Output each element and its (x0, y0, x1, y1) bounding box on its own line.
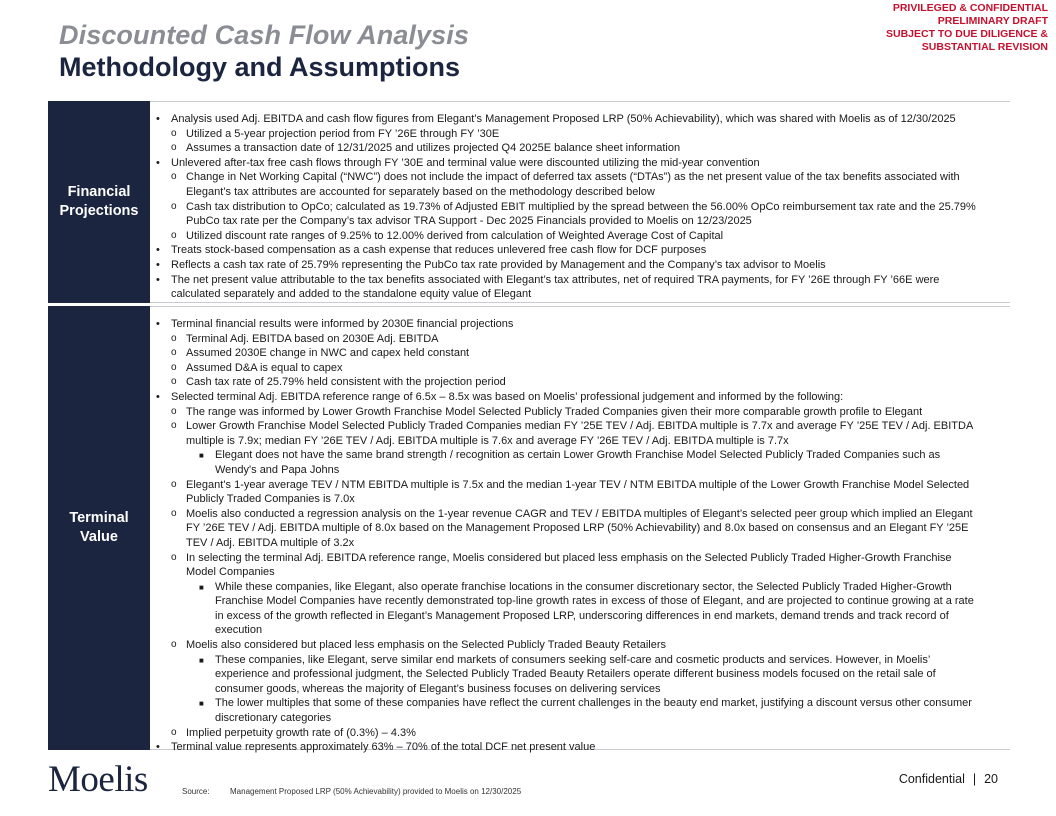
bullet-text: Assumed D&A is equal to capex (186, 361, 343, 374)
bullet-text: Publicly Traded Companies is 7.0x (186, 493, 355, 506)
bullet-line (150, 507, 1010, 522)
bullet-line (150, 346, 1010, 361)
bullet-text: Cash tax rate of 25.79% held consistent with the projection period (186, 376, 506, 389)
bullet-text: in excess of the growth reflected in Elegant’s Management Proposed LRP, underscoring differences in end markets, demand trends and track record of (215, 609, 949, 622)
bullet-marker: o (171, 171, 177, 183)
bullet-line (150, 273, 1010, 288)
bullet-line (150, 375, 1010, 390)
bullet-text: Implied perpetuity growth rate of (0.3%) – 4.3% (186, 726, 416, 739)
bullet-text: Terminal value represents approximately 63% – 70% of the total DCF net present value (171, 741, 596, 754)
source-note (182, 787, 521, 796)
bullet-list (150, 112, 1010, 302)
bullet-text: Terminal Adj. EBITDA based on 2030E Adj. EBITDA (186, 332, 439, 345)
bullet-text: multiple is 7.9x; median FY ’26E TEV / Adj. EBITDA multiple is 7.6x and average FY ’26E TEV / Adj. EBITDA multiple is 7.7x (186, 434, 789, 447)
bullet-line (150, 594, 1010, 609)
bullet-line (150, 623, 1010, 638)
bullet-marker: o (171, 405, 177, 417)
confidential-label: Confidential (898, 772, 965, 786)
bullet-text: Moelis also conducted a regression analysis on the 1-year revenue CAGR and TEV / EBITDA multiples of Elegant’s selected peer group which implied an Elegant (186, 507, 973, 520)
bullet-marker: ■ (199, 451, 204, 461)
bullet-text: The lower multiples that some of these companies have reflect the current challenges in the beauty end market, justifying a discount versus other consumer (215, 697, 972, 710)
bullet-marker: ■ (199, 655, 204, 665)
bullet-marker: • (156, 156, 160, 169)
bullet-marker: • (156, 113, 160, 125)
bullet-marker: • (156, 273, 160, 286)
bullet-text: Lower Growth Franchise Model Selected Publicly Traded Companies median FY ’25E TEV / Adj. EBITDA multiple is 7.7x and average FY ’25E TEV / Adj. EBITDA (186, 420, 974, 433)
bullet-marker: • (156, 318, 160, 330)
bullet-line (150, 740, 1010, 755)
bullet-marker: • (156, 741, 160, 754)
bullet-line (150, 170, 1010, 185)
bullet-text: Reflects a cash tax rate of 25.79% representing the PubCo tax rate provided by Management and the Company’s tax advisor to Moelis (171, 258, 826, 271)
bullet-marker: o (171, 332, 177, 344)
bullet-line (150, 667, 1010, 682)
section-label (48, 101, 150, 303)
footer-separator: | (972, 772, 977, 786)
section-label-text: Terminal Value (69, 510, 129, 545)
bullet-text: experience and professional judgment, the Selected Publicly Traded Beauty Retailers operate different business models focused on the retail sale of (215, 668, 936, 681)
section-content (150, 101, 1010, 303)
bullet-text: Elegant does not have the same brand strength / recognition as certain Lower Growth Franchise Model Selected Publicly Traded Companies such as (215, 449, 941, 462)
bullet-text: Elegant’s 1-year average TEV / NTM EBITDA multiple is 7.5x and the median 1-year TEV / NTM EBITDA multiple of the Lower Growth Franchise Model Selected (186, 478, 970, 491)
bullet-text: Assumed 2030E change in NWC and capex held constant (186, 347, 470, 360)
bullet-line (150, 332, 1010, 347)
page-number: 20 (984, 772, 998, 786)
bullet-text: Change in Net Working Capital (“NWC”) does not include the impact of deferred tax assets (“DTAs”) as the net present value of the tax benefits associated with (186, 171, 960, 184)
bullet-marker: • (156, 244, 160, 257)
bullet-text: Terminal financial results were informed by 2030E financial projections (171, 318, 514, 330)
bullet-line (150, 638, 1010, 653)
bullet-line (150, 565, 1010, 580)
bullet-marker: o (171, 551, 177, 563)
bullet-text: Selected terminal Adj. EBITDA reference range of 6.5x – 8.5x was based on Moelis’ professional judgement and informed by the following: (171, 390, 844, 403)
bullet-marker: o (171, 376, 177, 388)
section-financial-projections (48, 101, 1010, 303)
disclaimer-line: PRELIMINARY DRAFT (937, 15, 1048, 27)
bullet-line (150, 536, 1010, 551)
bullet-line (150, 243, 1010, 258)
bullet-marker: o (171, 361, 177, 373)
bullet-line (150, 711, 1010, 726)
bullet-text: discretionary categories (215, 712, 332, 725)
bullet-line (150, 726, 1010, 741)
bullet-marker: o (171, 726, 177, 738)
bullet-line (150, 551, 1010, 566)
section-terminal-value (48, 306, 1010, 754)
section-label-text: Financial Projections (59, 184, 139, 219)
bullet-line (150, 478, 1010, 493)
bullet-text: In selecting the terminal Adj. EBITDA reference range, Moelis considered but placed less emphasis on the Selected Publicly Traded Higher-Growth Franchise (186, 551, 952, 564)
bullet-line (150, 419, 1010, 434)
bullet-marker: o (171, 229, 177, 241)
bullet-text: Wendy's and Papa Johns (215, 463, 340, 476)
bullet-text: Franchise Model Companies have recently demonstrated top-line growth rates in excess of those of Elegant, and are projected to continue growing at a rate (215, 595, 974, 608)
bullet-text: While these companies, like Elegant, also operate franchise locations in the consumer discretionary sector, the Selected Publicly Traded Higher-Growth (215, 580, 952, 593)
bullet-text: Unlevered after-tax free cash flows through FY ’30E and terminal value were discounted utilizing the mid-year convention (171, 156, 760, 169)
bullet-line (150, 463, 1010, 478)
bullet-text: Treats stock-based compensation as a cash expense that reduces unlevered free cash flow for DCF purposes (171, 244, 707, 257)
section-label (48, 306, 150, 750)
bullet-line (150, 361, 1010, 376)
bullet-text: Utilized discount rate ranges of 9.25% to 12.00% derived from calculation of Weighted Average Cost of Capital (186, 229, 724, 242)
bullet-marker: o (171, 200, 177, 212)
bullet-line (150, 258, 1010, 273)
bullet-line (150, 492, 1010, 507)
bullet-text: TEV / Adj. EBITDA multiple of 3.2x (186, 536, 355, 549)
bullet-text: The net present value attributable to the tax benefits associated with Elegant’s tax attributes, net of required TRA payments, for FY ’26E through FY ’66E were (171, 273, 940, 286)
bullet-line (150, 405, 1010, 420)
bullet-text: Assumes a transaction date of 12/31/2025 and utilizes projected Q4 2025E balance sheet information (186, 142, 681, 155)
bullet-line (150, 521, 1010, 536)
bullet-marker: o (171, 639, 177, 651)
disclaimer-line: SUBSTANTIAL REVISION (921, 41, 1048, 53)
source-text: Management Proposed LRP (50% Achievability) provided to Moelis on 12/30/2025 (230, 787, 522, 796)
bullet-line (150, 390, 1010, 405)
bullet-marker: o (171, 142, 177, 154)
bullet-line (150, 112, 1010, 127)
bullet-marker: o (171, 478, 177, 490)
bullet-text: Moelis also considered but placed less emphasis on the Selected Publicly Traded Beauty Retailers (186, 639, 666, 652)
bullet-line (150, 127, 1010, 142)
bullet-list (150, 317, 1010, 755)
page-title: Discounted Cash Flow Analysis (59, 20, 469, 50)
bullet-line (150, 682, 1010, 697)
bullet-marker: o (171, 420, 177, 432)
bullet-text: These companies, like Elegant, serve similar end markets of consumers seeking self-care and cosmetic products and services. However, in Moelis’ (215, 653, 931, 666)
bullet-text: Elegant’s tax attributes are accounted for separately based on the methodology described below (186, 185, 655, 198)
disclaimer-line: PRIVILEGED & CONFIDENTIAL (892, 2, 1048, 14)
confidentiality-disclaimer (798, 2, 1048, 54)
bullet-text: PubCo tax rate per the Company’s tax advisor TRA Support - Dec 2025 Financials provided to Moelis on 12/23/2025 (186, 215, 752, 228)
bullet-text: Utilized a 5-year projection period from FY ’26E through FY ’30E (186, 127, 500, 140)
bullet-text: The range was informed by Lower Growth Franchise Model Selected Publicly Traded Companies given their more comparable growth profile to Elegant (186, 405, 923, 418)
bullet-line (150, 609, 1010, 624)
bullet-text: Cash tax distribution to OpCo; calculated as 19.73% of Adjusted EBIT multiplied by the spread between the 56.00% OpCo reimbursement tax rate and the 25.79% (186, 200, 976, 213)
bullet-text: execution (215, 624, 263, 637)
bullet-line (150, 317, 1010, 332)
page-subtitle: Methodology and Assumptions (59, 52, 460, 82)
bullet-text: calculated separately and added to the standalone equity value of Elegant (171, 288, 532, 301)
bullet-line (150, 448, 1010, 463)
moelis-logo: Moelis (48, 759, 148, 800)
bullet-line (150, 185, 1010, 200)
disclaimer-line: SUBJECT TO DUE DILIGENCE & (886, 28, 1048, 40)
bullet-line (150, 653, 1010, 668)
bullet-line (150, 696, 1010, 711)
bullet-line (150, 229, 1010, 244)
bullet-line (150, 434, 1010, 449)
bullet-line (150, 141, 1010, 156)
bullet-text: FY ’26E TEV / Adj. EBITDA multiple of 8.0x based on the Management Proposed LRP (50% Achievability) and 8.0x based on consensus and an Elegant FY ’25E (186, 522, 969, 535)
bullet-marker: • (156, 390, 160, 403)
bullet-line (150, 580, 1010, 595)
bullet-marker: ■ (199, 582, 204, 592)
bullet-marker: • (156, 258, 160, 271)
bullet-text: consumer goods, whereas the majority of Elegant’s business focuses on delivering services (215, 682, 661, 695)
bullet-marker: o (171, 347, 177, 359)
bullet-line (150, 156, 1010, 171)
bullet-line (150, 287, 1010, 302)
bullet-text: Analysis used Adj. EBITDA and cash flow figures from Elegant’s Management Proposed LRP (50% Achievability), which was shared with Moelis as of 12/30/2025 (171, 113, 956, 125)
bullet-line (150, 214, 1010, 229)
source-label: Source: (182, 787, 210, 796)
bullet-line (150, 200, 1010, 215)
bullet-marker: o (171, 507, 177, 519)
bullet-text: Model Companies (186, 566, 275, 579)
bullet-marker: ■ (199, 699, 204, 709)
bullet-marker: o (171, 127, 177, 139)
page-footer (899, 772, 998, 786)
section-content (150, 306, 1010, 754)
